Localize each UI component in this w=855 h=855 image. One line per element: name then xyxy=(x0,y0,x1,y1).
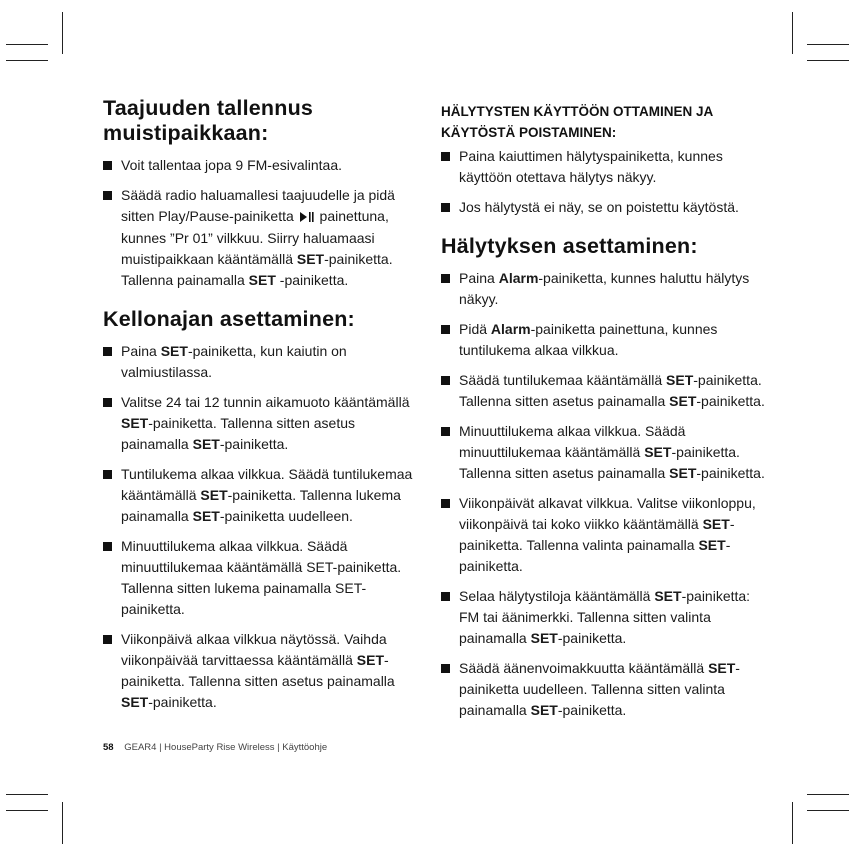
heading-preset-storage: Taajuuden tallennus muistipaikkaan: xyxy=(103,96,314,145)
list-item: Minuuttilukema alkaa vilkkua. Säädä minuuttilukemaa kääntämällä SET-painiketta. Tallenna sitten asetus painamalla SET-painiketta. xyxy=(441,421,766,484)
right-column xyxy=(441,96,766,730)
crop-mark xyxy=(807,60,849,61)
square-bullet-icon xyxy=(441,592,450,601)
list-item: Pidä Alarm-painiketta painettuna, kunnes tuntilukema alkaa vilkkua. xyxy=(441,319,766,361)
square-bullet-icon xyxy=(103,470,112,479)
square-bullet-icon xyxy=(441,427,450,436)
list-item: Paina Alarm-painiketta, kunnes haluttu hälytys näkyy. xyxy=(441,268,766,310)
crop-mark xyxy=(807,44,849,45)
square-bullet-icon xyxy=(103,347,112,356)
list-item: Voit tallentaa jopa 9 FM-esivalintaa. xyxy=(103,155,421,176)
square-bullet-icon xyxy=(441,499,450,508)
list-item: Säädä tuntilukemaa kääntämällä SET-painiketta. Tallenna sitten asetus painamalla SET-painiketta. xyxy=(441,370,766,412)
list-item: Tuntilukema alkaa vilkkua. Säädä tuntilukemaa kääntämällä SET-painiketta. Tallenna lukema painamalla SET-painiketta uudelleen. xyxy=(103,464,421,527)
square-bullet-icon xyxy=(441,152,450,161)
square-bullet-icon xyxy=(103,398,112,407)
square-bullet-icon xyxy=(103,542,112,551)
crop-mark xyxy=(6,44,48,45)
crop-mark xyxy=(6,810,48,811)
crop-mark xyxy=(6,794,48,795)
page-footer xyxy=(103,742,327,753)
square-bullet-icon xyxy=(441,664,450,673)
list-item: Paina kaiuttimen hälytyspainiketta, kunnes käyttöön otettava hälytys näkyy. xyxy=(441,146,766,188)
heading-alarm-setting: Hälytyksen asettaminen: xyxy=(441,234,698,258)
list-item: Säädä radio haluamallesi taajuudelle ja pidä sitten Play/Pause-painiketta painettuna, kunnes ”Pr 01” vilkkuu. Siirry haluamaasi muistipaikkaan kääntämällä SET-painiketta. Tallenna painamalla SET -painiketta. xyxy=(103,185,421,291)
crop-mark xyxy=(6,60,48,61)
square-bullet-icon xyxy=(103,161,112,170)
list-item: Selaa hälytystiloja kääntämällä SET-painiketta: FM tai äänimerkki. Tallenna sitten valinta painamalla SET-painiketta. xyxy=(441,586,766,649)
list-item: Valitse 24 tai 12 tunnin aikamuoto kääntämällä SET-painiketta. Tallenna sitten asetus painamalla SET-painiketta. xyxy=(103,392,421,455)
list-item: Säädä äänenvoimakkuutta kääntämällä SET-painiketta uudelleen. Tallenna sitten valinta painamalla SET-painiketta. xyxy=(441,658,766,721)
list-item: Viikonpäivät alkavat vilkkua. Valitse viikonloppu, viikonpäivä tai koko viikko kääntämällä SET-painiketta. Tallenna valinta painamalla SET-painiketta. xyxy=(441,493,766,577)
square-bullet-icon xyxy=(441,376,450,385)
left-column xyxy=(103,96,421,722)
list-item: Viikonpäivä alkaa vilkkua näytössä. Vaihda viikonpäivää tarvittaessa kääntämällä SET-painiketta. Tallenna sitten asetus painamalla SET-painiketta. xyxy=(103,629,421,713)
preset-instructions-list xyxy=(103,155,421,291)
square-bullet-icon xyxy=(103,191,112,200)
crop-mark xyxy=(807,794,849,795)
list-item: Jos hälytystä ei näy, se on poistettu käytöstä. xyxy=(441,197,766,218)
crop-mark xyxy=(792,12,793,54)
square-bullet-icon xyxy=(441,325,450,334)
play-pause-icon xyxy=(300,207,314,228)
list-item: Paina SET-painiketta, kun kaiutin on valmiustilassa. xyxy=(103,341,421,383)
crop-mark xyxy=(807,810,849,811)
square-bullet-icon xyxy=(441,203,450,212)
alarm-instructions-list xyxy=(441,268,766,721)
square-bullet-icon xyxy=(103,635,112,644)
list-item: Minuuttilukema alkaa vilkkua. Säädä minuuttilukemaa kääntämällä SET-painiketta. Tallenna sitten lukema painamalla SET-painiketta. xyxy=(103,536,421,620)
square-bullet-icon xyxy=(441,274,450,283)
heading-alarm-toggle: HÄLYTYSTEN KÄYTTÖÖN OTTAMINEN JA KÄYTÖSTÄ POISTAMINEN: xyxy=(441,104,713,140)
crop-mark xyxy=(62,802,63,844)
heading-clock-setting: Kellonajan asettaminen: xyxy=(103,307,355,331)
alarm-toggle-list xyxy=(441,146,766,218)
footer-text: GEAR4 | HouseParty Rise Wireless | Käyttöohje xyxy=(124,742,328,753)
crop-mark xyxy=(792,802,793,844)
crop-mark xyxy=(62,12,63,54)
page-number: 58 xyxy=(103,742,114,753)
clock-instructions-list xyxy=(103,341,421,713)
